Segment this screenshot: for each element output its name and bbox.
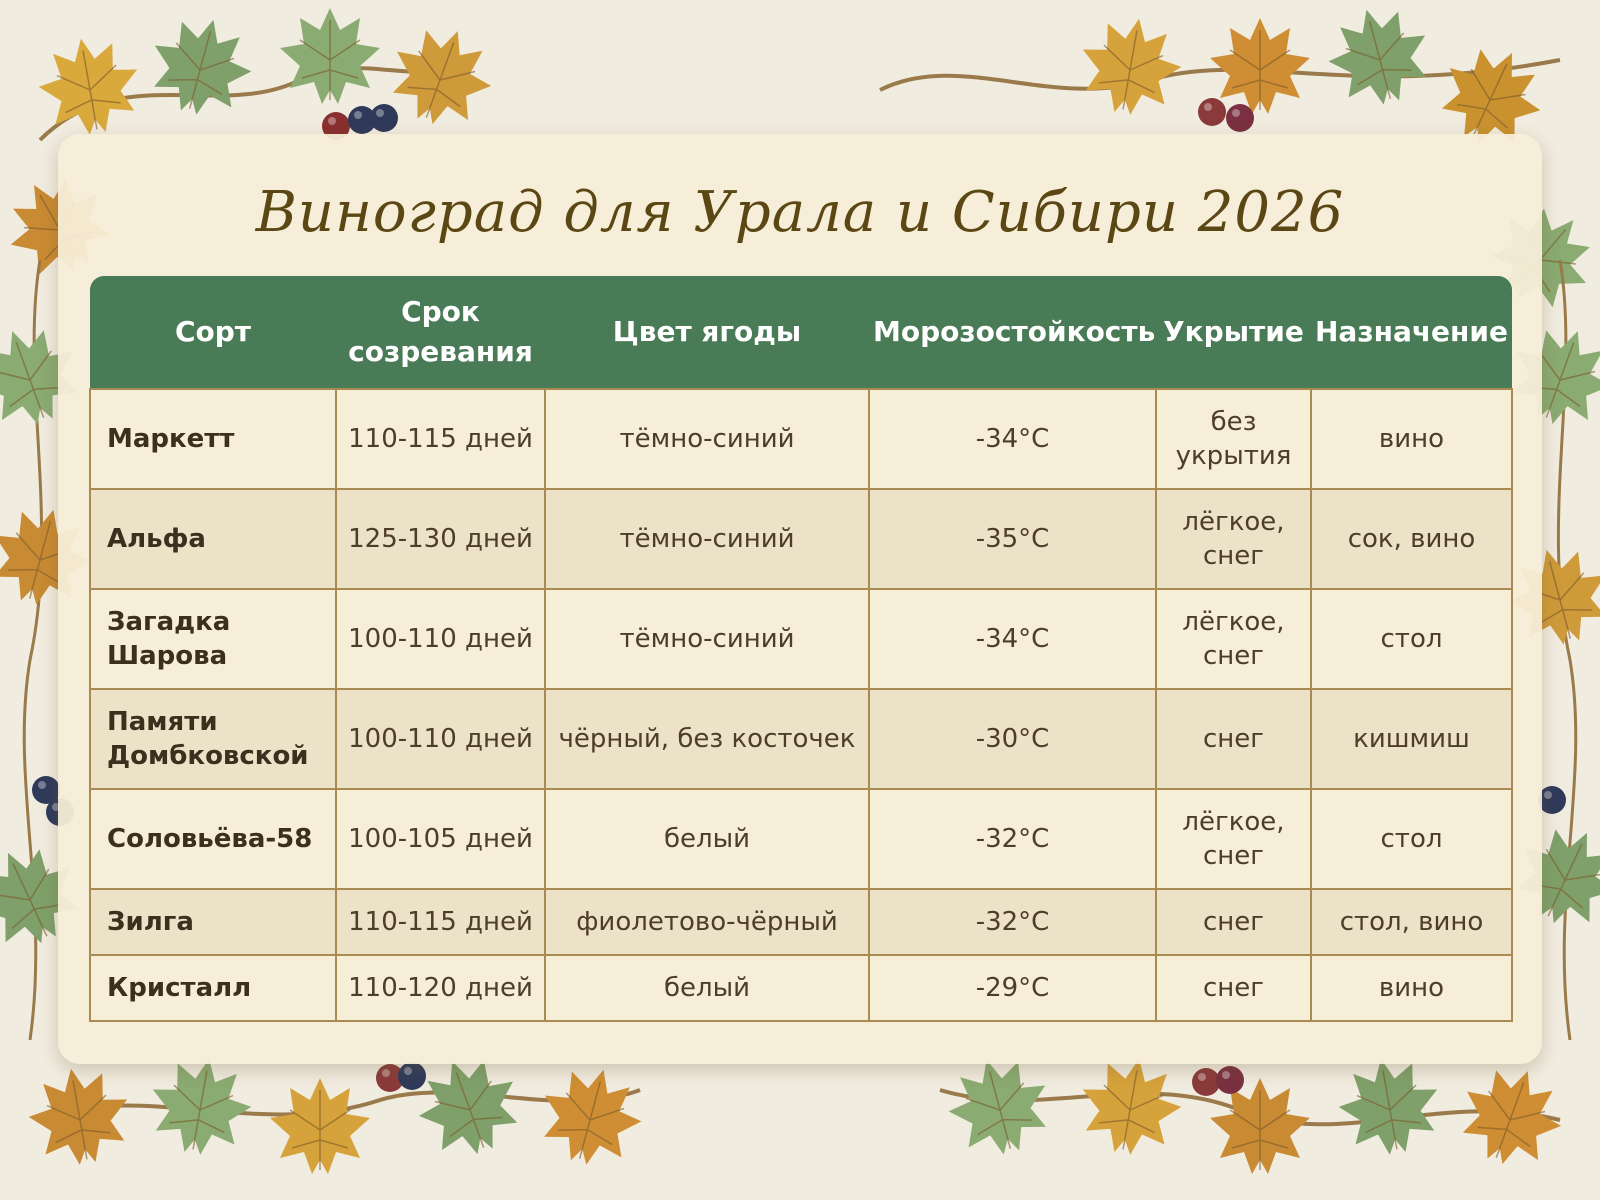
cell-purpose: сок, вино <box>1311 489 1512 589</box>
cell-purpose: кишмиш <box>1311 689 1512 789</box>
cell-ripening: 125-130 дней <box>336 489 545 589</box>
cell-frost: -29°C <box>869 955 1156 1021</box>
header-variety: Сорт <box>90 276 336 389</box>
cell-cover: лёгкое, снег <box>1156 489 1311 589</box>
table-row <box>90 789 1512 889</box>
cell-frost: -32°C <box>869 789 1156 889</box>
cell-berry-color: фиолетово-чёрный <box>545 889 869 955</box>
header-berry-color: Цвет ягоды <box>545 276 869 389</box>
cell-purpose: стол <box>1311 789 1512 889</box>
cell-berry-color: тёмно-синий <box>545 489 869 589</box>
table-row <box>90 389 1512 489</box>
cell-variety: Загадка Шарова <box>90 589 336 689</box>
cell-cover: снег <box>1156 955 1311 1021</box>
cell-frost: -35°C <box>869 489 1156 589</box>
header-ripening: Срок созревания <box>336 276 545 389</box>
grape-varieties-table-container <box>89 276 1511 1022</box>
cell-cover: без укрытия <box>1156 389 1311 489</box>
table-row <box>90 589 1512 689</box>
header-purpose: Назначение <box>1311 276 1512 389</box>
cell-berry-color: белый <box>545 955 869 1021</box>
cell-cover: снег <box>1156 889 1311 955</box>
cell-variety: Маркетт <box>90 389 336 489</box>
cell-berry-color: тёмно-синий <box>545 589 869 689</box>
cell-variety: Соловьёва-58 <box>90 789 336 889</box>
cell-ripening: 110-115 дней <box>336 889 545 955</box>
cell-variety: Памяти Домбковской <box>90 689 336 789</box>
table-row <box>90 689 1512 789</box>
table-header <box>90 276 1512 389</box>
cell-berry-color: белый <box>545 789 869 889</box>
header-cover: Укрытие <box>1156 276 1311 389</box>
cell-frost: -32°C <box>869 889 1156 955</box>
cell-berry-color: чёрный, без косточек <box>545 689 869 789</box>
table-row <box>90 955 1512 1021</box>
cell-variety: Альфа <box>90 489 336 589</box>
cell-cover: лёгкое, снег <box>1156 589 1311 689</box>
cell-variety: Кристалл <box>90 955 336 1021</box>
table-row <box>90 489 1512 589</box>
table-row <box>90 889 1512 955</box>
cell-ripening: 100-110 дней <box>336 589 545 689</box>
cell-purpose: вино <box>1311 389 1512 489</box>
table-body <box>90 389 1512 1021</box>
cell-purpose: стол, вино <box>1311 889 1512 955</box>
page-title: Виноград для Урала и Сибири 2026 <box>255 180 1345 245</box>
cell-purpose: вино <box>1311 955 1512 1021</box>
cell-ripening: 110-120 дней <box>336 955 545 1021</box>
cell-variety: Зилга <box>90 889 336 955</box>
cell-cover: снег <box>1156 689 1311 789</box>
cell-cover: лёгкое, снег <box>1156 789 1311 889</box>
cell-purpose: стол <box>1311 589 1512 689</box>
cell-berry-color: тёмно-синий <box>545 389 869 489</box>
header-frost-resistance: Морозостойкость <box>869 276 1156 389</box>
cell-ripening: 100-110 дней <box>336 689 545 789</box>
cell-frost: -34°C <box>869 389 1156 489</box>
cell-frost: -30°C <box>869 689 1156 789</box>
bottom-right-vine <box>938 1047 1575 1179</box>
grape-varieties-table <box>89 276 1513 1022</box>
table-header-row <box>90 276 1512 389</box>
cell-ripening: 110-115 дней <box>336 389 545 489</box>
cell-frost: -34°C <box>869 589 1156 689</box>
cell-ripening: 100-105 дней <box>336 789 545 889</box>
